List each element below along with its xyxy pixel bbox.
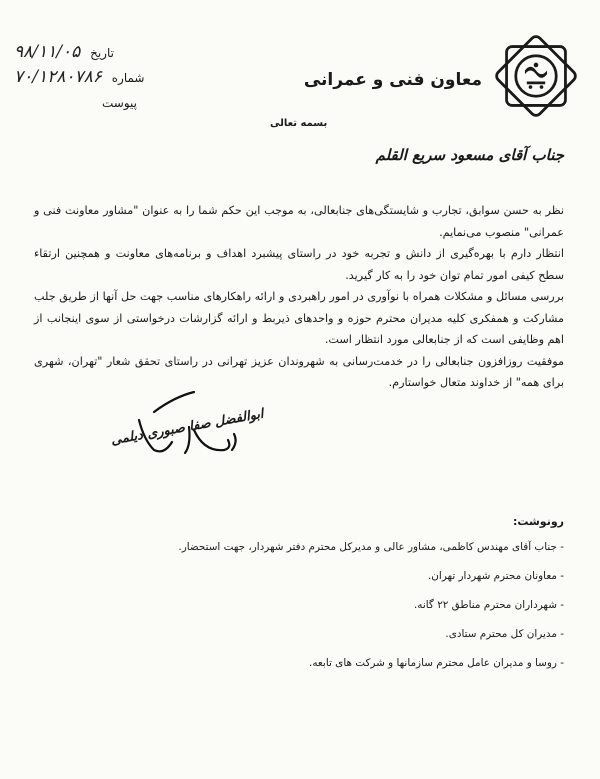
cc-item: - معاونان محترم شهردار تهران.	[44, 567, 564, 596]
cc-list	[44, 538, 564, 683]
department-title: معاون فنی و عمرانی	[303, 70, 482, 90]
attachment-label: پیوست	[102, 96, 137, 110]
paragraph: موفقیت روزافزون جنابعالی را در خدمت‌رسانی به شهروندان عزیز تهرانی در راستای تحقق شعار "تهران، شهری برای همه" از خداوند متعال خواستارم.	[34, 354, 564, 389]
signer-name: ابوالفضل صفا صبوری دیلمی	[109, 406, 265, 449]
cc-item: - روسا و مدیران عامل محترم سازمانها و شرکت های تابعه.	[44, 654, 564, 683]
tehran-municipality-logo-icon	[490, 30, 582, 122]
letter-body	[34, 200, 564, 394]
attachment-row	[96, 96, 137, 110]
number-value: ۷۰/۱۲۸۰۷۸۶	[14, 67, 102, 87]
cc-item: - جناب آقای مهندس کاظمی، مشاور عالی و مدیرکل محترم دفتر شهردار، جهت استحضار.	[44, 538, 564, 567]
date-row	[14, 42, 114, 62]
cc-title: رونوشت:	[512, 515, 564, 528]
paragraph: نظر به حسن سوابق، تجارب و شایستگی‌های جنابعالی، به موجب این حکم شما را به عنوان "مشاور معاونت فنی و عمرانی" منصوب می‌نمایم.	[34, 204, 564, 239]
number-row	[14, 67, 144, 87]
date-label: تاریخ	[90, 46, 114, 60]
basmala: بسمه تعالی	[270, 118, 328, 129]
paragraph: انتظار دارم با بهره‌گیری از دانش و تجربه خود در راستای پیشبرد اهداف و برنامه‌های معاونت و همچنین ارتقاء سطح کیفی امور تمام توان خود را به کار گیرید.	[34, 247, 564, 282]
paragraph: بررسی مسائل و مشکلات همراه با نوآوری در امور راهبردی و ارائه راهکارهای مناسب جهت حل آنها از طریق جلب مشارکت و همفکری کلیه مدیران محترم حوزه و واحدهای ذیربط و ارائه گزارشات درخواستی از سوی اینجانب از اهم وظایفی است که از جنابعالی مورد انتظار است.	[34, 290, 564, 346]
salutation: جناب آقای مسعود سریع القلم	[375, 146, 564, 164]
cc-item: - شهرداران محترم مناطق ۲۲ گانه.	[44, 596, 564, 625]
number-label: شماره	[111, 71, 145, 85]
cc-item: - مدیران کل محترم ستادی.	[44, 625, 564, 654]
date-value: ۹۸/۱۱/۰۵	[14, 42, 81, 62]
